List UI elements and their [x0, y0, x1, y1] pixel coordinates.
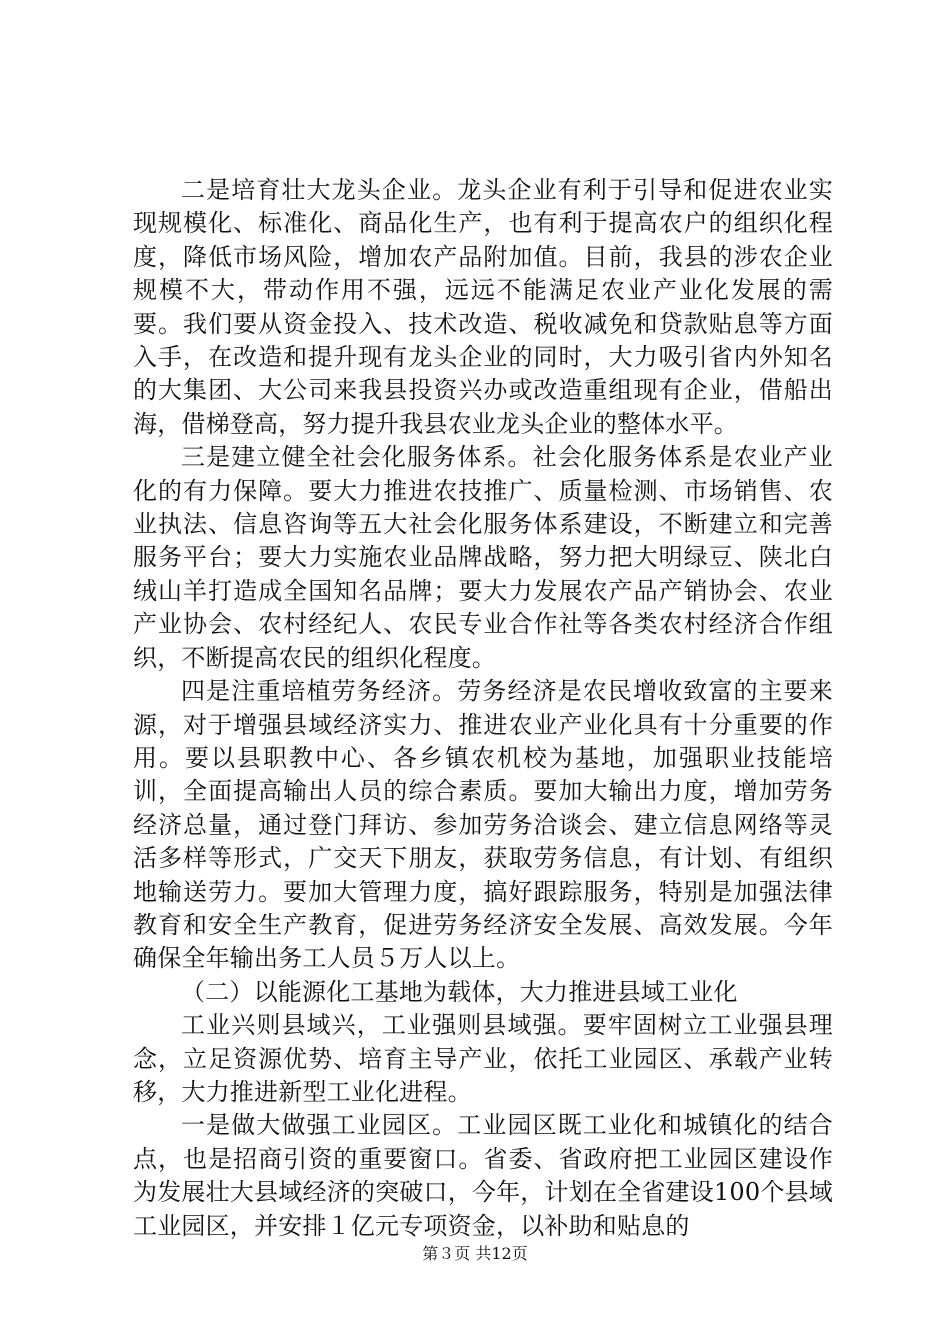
document-body: [133, 174, 833, 1243]
paragraph-labor-economy: 四是注重培植劳务经济。劳务经济是农民增收致富的主要来源，对于增强县域经济实力、推进农业产业化具有十分重要的作用。要以县职教中心、各乡镇农机校为基地，加强职业技能培训，全面提高输出人员的综合素质。要加大输出力度，增加劳务经济总量，通过登门拜访、参加劳务洽谈会、建立信息网络等灵活多样等形式，广交天下朋友，获取劳务信息，有计划、有组织地输送劳力。要加大管理力度，搞好跟踪服务，特别是加强法律教育和安全生产教育，促进劳务经济安全发展、高效发展。今年确保全年输出务工人员５万人以上。: [133, 677, 833, 973]
section-heading-industrialization: （二）以能源化工基地为载体，大力推进县域工业化: [181, 977, 738, 1006]
paragraph-leading-enterprises: 二是培育壮大龙头企业。龙头企业有利于引导和促进农业实现规模化、标准化、商品化生产，也有利于提高农户的组织化程度，降低市场风险，增加农产品附加值。目前，我县的涉农企业规模不大，带动作用不强，远远不能满足农业产业化发展的需要。我们要从资金投入、技术改造、税收减免和贷款贴息等方面入手，在改造和提升现有龙头企业的同时，大力吸引省内外知名的大集团、大公司来我县投资兴办或改造重组现有企业，借船出海，借梯登高，努力提升我县农业龙头企业的整体水平。: [133, 176, 833, 438]
paragraph-social-services: 三是建立健全社会化服务体系。社会化服务体系是农业产业化的有力保障。要大力推进农技推广、质量检测、市场销售、农业执法、信息咨询等五大社会化服务体系建设，不断建立和完善服务平台；要大力实施农业品牌战略，努力把大明绿豆、陕北白绒山羊打造成全国知名品牌；要大力发展农产品产销协会、农业产业协会、农村经纪人、农民专业合作社等各类农村经济合作组织，不断提高农民的组织化程度。: [133, 443, 833, 672]
paragraph-industrial-parks: 一是做大做强工业园区。工业园区既工业化和城镇化的结合点，也是招商引资的重要窗口。省委、省政府把工业园区建设作为发展壮大县域经济的突破口，今年，计划在全省建设100个县域工业园区，并安排１亿元专项资金，以补助和贴息的: [133, 1111, 833, 1240]
page-footer: 第３页 共12页: [422, 1244, 528, 1263]
paragraph-industry-intro: 工业兴则县域兴，工业强则县域强。要牢固树立工业强县理念，立足资源优势、培育主导产业，依托工业园区、承载产业转移，大力推进新型工业化进程。: [133, 1011, 833, 1106]
